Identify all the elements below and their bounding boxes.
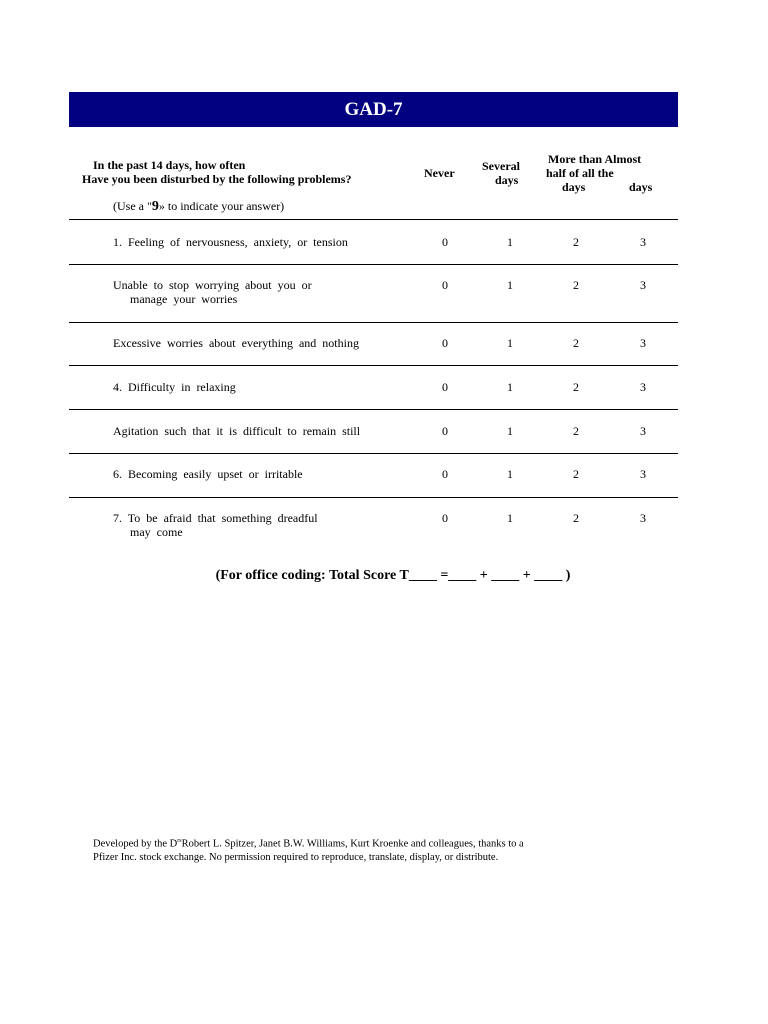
- column-header-more-3: days: [562, 180, 586, 194]
- item-6-score-almost-all[interactable]: 3: [640, 467, 646, 481]
- divider: [69, 497, 678, 498]
- column-header-more-2: half of all the: [546, 166, 614, 180]
- footer-line-1: [93, 835, 524, 851]
- item-4-text: [113, 380, 236, 394]
- form-title: GAD-7: [344, 98, 403, 120]
- item-3-score-several[interactable]: 1: [507, 336, 513, 350]
- item-text-line1: Agitation such that it is difficult to remain still: [113, 424, 361, 438]
- title-bar: [69, 92, 678, 127]
- item-6-score-several[interactable]: 1: [507, 467, 513, 481]
- item-6-score-more-than-half[interactable]: 2: [573, 467, 579, 481]
- item-1-score-more-than-half[interactable]: 2: [573, 235, 579, 249]
- item-6-score-never[interactable]: 0: [442, 467, 448, 481]
- column-header-more-1: More than Almost: [548, 152, 642, 166]
- item-1-score-never[interactable]: 0: [442, 235, 448, 249]
- item-5-score-more-than-half[interactable]: 2: [573, 424, 579, 438]
- item-7-score-almost-all[interactable]: 3: [640, 511, 646, 525]
- item-4-score-almost-all[interactable]: 3: [640, 380, 646, 394]
- divider: [69, 409, 678, 410]
- item-5-score-almost-all[interactable]: 3: [640, 424, 646, 438]
- item-text-line1: 4. Difficulty in relaxing: [113, 380, 236, 394]
- item-5-text: [113, 424, 360, 438]
- column-header-almost-3: days: [629, 180, 653, 194]
- office-coding-total: (For office coding: Total Score T____ =____ + ____ + ____ ): [215, 568, 571, 583]
- item-text-line1: 6. Becoming easily upset or irritable: [113, 467, 303, 481]
- item-4-score-several[interactable]: 1: [507, 380, 513, 394]
- item-2-score-several[interactable]: 1: [507, 278, 513, 292]
- item-text-line1: Unable to stop worrying about you or: [113, 278, 312, 292]
- item-3-score-never[interactable]: 0: [442, 336, 448, 350]
- item-3-text: [113, 336, 359, 350]
- footer-credits: [93, 835, 524, 864]
- divider: [69, 322, 678, 323]
- item-2-text: [113, 278, 312, 306]
- item-7-score-several[interactable]: 1: [507, 511, 513, 525]
- footer-line-1-suffix: Robert L. Spitzer, Janet B.W. Williams, Kurt Kroenke and colleagues, thanks to a: [181, 838, 524, 850]
- question-line-1: In the past 14 days, how often: [93, 158, 246, 172]
- instruction-mark: 9: [151, 199, 159, 214]
- item-2-score-never[interactable]: 0: [442, 278, 448, 292]
- instruction-prefix: (Use a ": [113, 199, 152, 213]
- footer-line-2: Pfizer Inc. stock exchange. No permission required to reproduce, translate, display, or distribute.: [93, 851, 499, 863]
- item-1-text: [113, 235, 348, 249]
- item-text-line1: 1. Feeling of nervousness, anxiety, or tension: [113, 235, 348, 249]
- column-header-never: Never: [424, 166, 455, 180]
- item-5-score-never[interactable]: 0: [442, 424, 448, 438]
- item-7-score-more-than-half[interactable]: 2: [573, 511, 579, 525]
- item-text-line2: may come: [130, 525, 183, 539]
- instruction-suffix: » to indicate your answer): [158, 199, 285, 213]
- footer-line-1-prefix: Developed by the D: [93, 838, 178, 850]
- item-7-score-never[interactable]: 0: [442, 511, 448, 525]
- footer-line-1-sup: rs: [177, 838, 182, 844]
- item-4-score-never[interactable]: 0: [442, 380, 448, 394]
- item-text-line1: 7. To be afraid that something dreadful: [113, 511, 318, 525]
- column-header-several-1: Several: [482, 159, 520, 173]
- item-6-text: [113, 467, 303, 481]
- column-header-several-2: days: [495, 173, 519, 187]
- divider: [69, 264, 678, 265]
- divider: [69, 453, 678, 454]
- instruction: [113, 199, 284, 214]
- question-line-2: Have you been disturbed by the following problems?: [82, 172, 352, 186]
- item-1-score-several[interactable]: 1: [507, 235, 513, 249]
- divider: [69, 219, 678, 220]
- item-2-score-more-than-half[interactable]: 2: [573, 278, 579, 292]
- item-3-score-more-than-half[interactable]: 2: [573, 336, 579, 350]
- item-3-score-almost-all[interactable]: 3: [640, 336, 646, 350]
- item-text-line2: manage your worries: [130, 292, 238, 306]
- divider: [69, 365, 678, 366]
- item-4-score-more-than-half[interactable]: 2: [573, 380, 579, 394]
- item-2-score-almost-all[interactable]: 3: [640, 278, 646, 292]
- item-1-score-almost-all[interactable]: 3: [640, 235, 646, 249]
- item-text-line1: Excessive worries about everything and nothing: [113, 336, 359, 350]
- item-7-text: [113, 511, 318, 539]
- item-5-score-several[interactable]: 1: [507, 424, 513, 438]
